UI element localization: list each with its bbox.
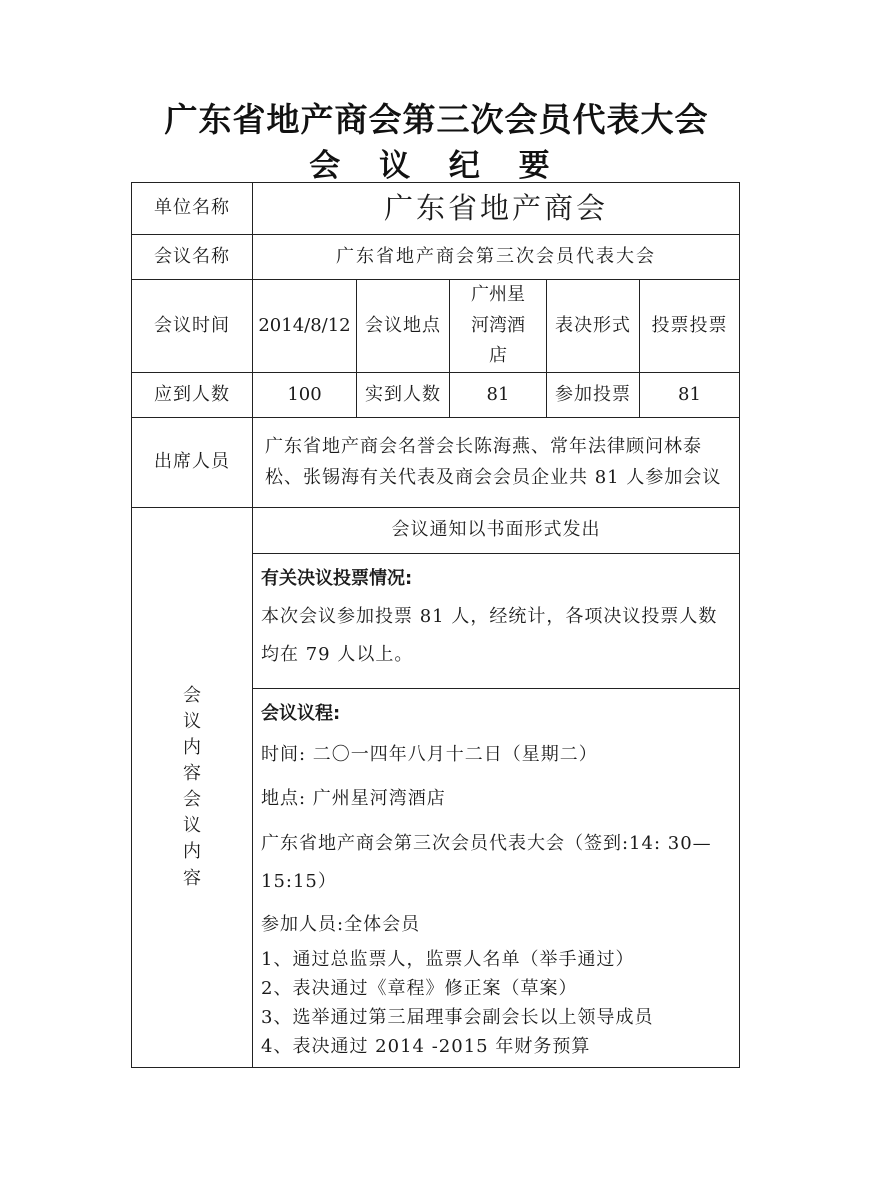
unit-row [132,183,740,235]
place-label: 会议地点 [357,280,450,373]
agenda-participants: 参加人员:全体会员 [261,913,421,935]
voting-value: 81 [640,372,740,417]
meeting-name-value: 广东省地产商会第三次会员代表大会 [253,235,740,280]
meeting-info-row [132,280,740,373]
vote-form-value: 投票投票 [640,280,740,373]
vote-heading: 有关决议投票情况: [261,567,413,589]
agenda-item: 1、通过总监票人，监票人名单（举手通过） [261,948,635,970]
content-label-char: 议 [183,815,201,837]
time-value: 2014/8/12 [253,280,357,373]
agenda-item: 4、表决通过 2014 -2015 年财务预算 [261,1035,591,1057]
expected-label: 应到人数 [132,372,253,417]
attendees-row [132,417,740,507]
vote-form-label: 表决形式 [547,280,640,373]
actual-label: 实到人数 [357,372,450,417]
content-label-char: 议 [183,711,201,732]
content-label-char: 容 [183,867,201,889]
expected-value: 100 [253,372,357,417]
unit-value: 广东省地产商会 [253,183,740,235]
document-title: 广东省地产商会第三次会员代表大会 [164,100,709,139]
vote-text: 本次会议参加投票 81 人，经统计，各项决议投票人数均在 79 人以上。 [261,605,718,665]
agenda-item: 2、表决通过《章程》修正案（草案） [261,977,578,999]
unit-label: 单位名称 [132,183,253,235]
attendees-value: 广东省地产商会名誉会长陈海燕、常年法律顾问林泰松、张锡海有关代表及商会会员企业共 81 人参加会议 [253,417,740,507]
meeting-name-label: 会议名称 [132,235,253,280]
content-label-char: 会 [183,684,201,706]
minutes-table [131,182,740,1068]
attendees-label: 出席人员 [132,417,253,507]
content-label-char: 容 [183,763,201,785]
agenda-section [253,688,740,1067]
notice-row [132,507,740,553]
agenda-item: 3、选举通过第三届理事会副会长以上领导成员 [261,1006,654,1028]
vote-section [253,553,740,688]
notice-text: 会议通知以书面形式发出 [253,507,740,553]
content-label [132,507,253,1067]
voting-label: 参加投票 [547,372,640,417]
time-label: 会议时间 [132,280,253,373]
count-row [132,372,740,417]
actual-value: 81 [450,372,547,417]
document-subtitle: 会 议 纪 要 [309,148,564,184]
content-label-char: 内 [183,841,201,863]
content-label-char: 内 [183,737,201,759]
agenda-heading: 会议议程: [261,702,341,724]
place-value: 广州星河湾酒店 [450,280,547,373]
agenda-session: 广东省地产商会第三次会员代表大会（签到:14: 30—15:15） [261,832,712,892]
meeting-name-row [132,235,740,280]
agenda-time: 时间: 二〇一四年八月十二日（星期二） [261,743,598,765]
content-label-char: 会 [183,789,201,811]
agenda-place: 地点: 广州星河湾酒店 [261,787,446,809]
